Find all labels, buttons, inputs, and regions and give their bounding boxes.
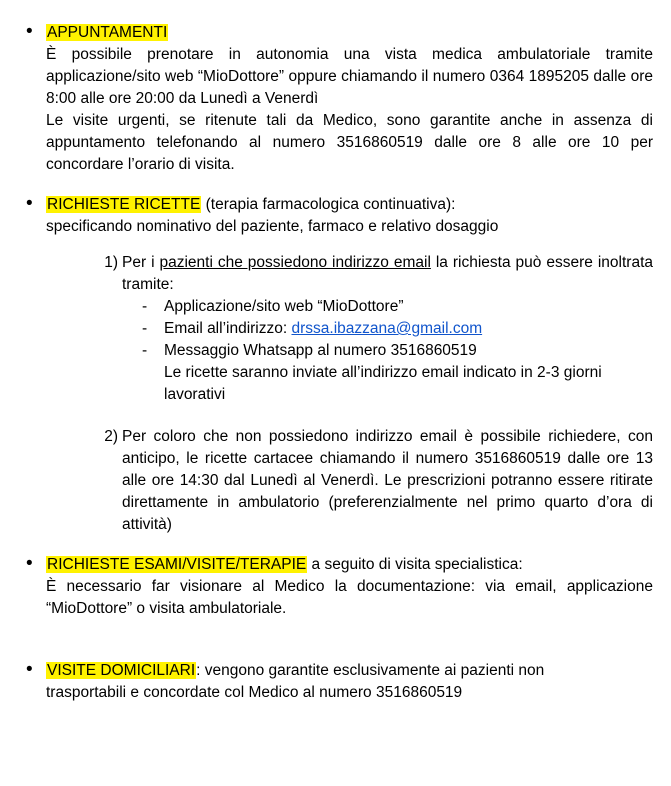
- email-link[interactable]: drssa.ibazzana@gmail.com: [291, 320, 483, 337]
- section-visite-domiciliari: [18, 660, 653, 704]
- section-heading-suffix: : vengono garantite esclusivamente ai pazienti non: [196, 662, 545, 679]
- numbered-list: [46, 252, 653, 536]
- section-heading-line: [46, 660, 653, 682]
- dash-item-text: Applicazione/sito web “MioDottore”: [164, 298, 404, 315]
- section-list: [18, 22, 653, 704]
- section-heading: RICHIESTE RICETTE: [47, 196, 201, 213]
- dash-marker: -: [142, 320, 148, 337]
- item-number: 1): [104, 254, 118, 271]
- section-heading-line: [46, 194, 653, 216]
- dash-list: [122, 296, 653, 406]
- section-appuntamenti: [18, 22, 653, 176]
- section-spacer: [18, 638, 653, 660]
- section-heading: VISITE DOMICILIARI: [47, 662, 196, 679]
- section-heading-suffix: (terapia farmacologica continuativa):: [201, 196, 456, 213]
- section-richieste-ricette: [18, 194, 653, 536]
- item-number: 2): [104, 428, 118, 445]
- dash-item-text: Email all’indirizzo:: [164, 320, 292, 337]
- numbered-item-2: [96, 426, 653, 536]
- section-heading: APPUNTAMENTI: [47, 24, 168, 41]
- section-heading-suffix: a seguito di visita specialistica:: [307, 556, 523, 573]
- section-paragraph: specificando nominativo del paziente, farmaco e relativo dosaggio: [46, 218, 499, 235]
- numbered-item-1: [96, 252, 653, 406]
- item-underlined-text: pazienti che possiedono indirizzo email: [159, 254, 431, 271]
- item-tail-text: Le ricette saranno inviate all’indirizzo email indicato in 2-3 giorni lavorativi: [164, 364, 602, 403]
- dash-marker: -: [142, 342, 148, 359]
- dash-item-app: [142, 296, 653, 318]
- dash-item-whatsapp: [142, 340, 653, 362]
- dash-item-tail: [142, 362, 653, 406]
- item-text: Per coloro che non possiedono indirizzo email è possibile richiedere, con anticipo, le ricette cartacee chiamando il numero 3516860519 dalle ore 13 alle ore 14:30 dal Lunedì al Venerdì. Le prescrizioni potranno essere ritirate direttamente in ambulatorio (preferenzialmente nel primo quarto d’ora di attività): [122, 428, 653, 533]
- section-richieste-esami: [18, 554, 653, 620]
- section-heading-line: [46, 22, 653, 44]
- section-heading-line: [46, 554, 653, 576]
- item-lead-text: Per i: [122, 254, 160, 271]
- section-paragraph: Le visite urgenti, se ritenute tali da Medico, sono garantite anche in assenza di appuntamento telefonando al numero 3516860519 dalle ore 8 alle ore 10 per concordare l’orario di visita.: [46, 112, 653, 173]
- section-paragraph: È possibile prenotare in autonomia una vista medica ambulatoriale tramite applicazione/sito web “MioDottore” oppure chiamando il numero 0364 1895205 dalle ore 8:00 alle ore 20:00 da Lunedì a Venerdì: [46, 46, 653, 107]
- item-trailing-text: la richiesta può essere inoltrata tramite:: [122, 254, 653, 293]
- dash-item-text: Messaggio Whatsapp al numero 3516860519: [164, 342, 477, 359]
- dash-item-email: [142, 318, 653, 340]
- section-paragraph: È necessario far visionare al Medico la documentazione: via email, applicazione “MioDottore” o visita ambulatoriale.: [46, 578, 653, 617]
- dash-marker: -: [142, 298, 148, 315]
- section-paragraph: trasportabili e concordate col Medico al numero 3516860519: [46, 684, 463, 701]
- section-heading: RICHIESTE ESAMI/VISITE/TERAPIE: [47, 556, 307, 573]
